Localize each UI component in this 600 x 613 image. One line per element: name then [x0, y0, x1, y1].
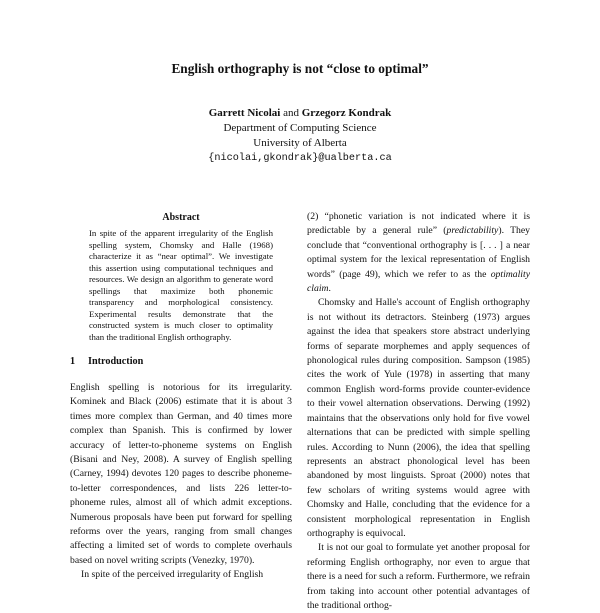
italic-optimality-claim: optimality claim	[307, 268, 530, 295]
right-paragraph-1-part-3: .	[328, 283, 331, 295]
paper-title: English orthography is not “close to optimal”	[171, 61, 429, 76]
right-paragraph-1-part-2: ). They conclude that “conventional orthography is [. . . ] a near optimal system for the lexical representation of English words” (page 49), which we refer to as the	[307, 225, 530, 280]
author-conjunction: and	[283, 107, 299, 119]
author-name-1: Garrett Nicolai	[208, 107, 281, 119]
right-paragraph-1-part-1: (2) “phonetic variation is not indicated where it is predictable by a general rule” (	[307, 211, 530, 237]
italic-predictability: predictability	[446, 225, 499, 237]
section-heading-introduction	[70, 353, 292, 381]
author-line	[0, 106, 600, 121]
department: Department of Computing Science	[223, 122, 377, 134]
right-paragraph-2: Chomsky and Halle's account of English orthography is not without its detractors. Steinberg (1973) argues against the idea that speakers store abstract underlying forms of separate morphemes and apply sequences of phonological rules during composition. Sampson (1985) cites the work of Yule (1978) in asserting that many common English word-forms provide counter-evidence to their vowel alternation observations. Derwing (1992) maintains that the observations only hold for five vowel alternations that can be predicted with simple spelling rules. According to Nunn (2006), the idea that spelling represents an abstract phonological level has been abandoned by most linguists. Sproat (2000) notes that few scholars of writing systems would agree with Chomsky and Halle, concluding that the evidence for a consistent morphological representation in English orthography is equivocal.	[307, 297, 530, 539]
intro-paragraph-1: English spelling is notorious for its irregularity. Kominek and Black (2006) estimate that it is about 3 times more complex than German, and 40 times more complex than Spanish. This is confirmed by lower accuracy of letter-to-phoneme systems on English (Bisani and Ney, 2008). A survey of English spelling (Carney, 1994) devotes 120 pages to describe phoneme-to-letter correspondences, and lists 226 letter-to-phoneme rules, almost all of which admit exceptions. Numerous proposals have been put forward for spelling reforms over the years, ranging from small changes affecting a limited set of words to complete overhauls based on novel writing scripts (Venezky, 1970).	[70, 382, 292, 566]
author-email: {nicolai,gkondrak}@ualberta.ca	[208, 153, 392, 164]
university: University of Alberta	[253, 137, 347, 149]
abstract-text: In spite of the apparent irregularity of the English spelling system, Chomsky and Halle (1968) characterize it as “near optimal”. We investigate this assertion using computational techniques and resources. We design an algorithm to generate word spellings that maximize both phonemic transparency and morphological consistency. Experimental results demonstrate that the constructed system is much closer to optimality than the traditional English orthography.	[89, 228, 273, 342]
section-number: 1	[70, 356, 76, 367]
section-title: Introduction	[88, 356, 144, 367]
author-name-2: Grzegorz Kondrak	[301, 107, 392, 119]
left-column	[70, 210, 292, 583]
right-column	[307, 210, 530, 613]
abstract-heading: Abstract	[162, 212, 200, 223]
right-paragraph-3: It is not our goal to formulate yet another proposal for reforming English orthography, nor even to argue that there is a need for such a reform. Furthermore, we refrain from taking into account other potential advantages of the traditional orthog-	[307, 542, 530, 611]
right-paragraph-1	[307, 210, 530, 296]
author-block	[0, 106, 600, 166]
intro-paragraph-2: In spite of the perceived irregularity of English	[81, 569, 264, 581]
